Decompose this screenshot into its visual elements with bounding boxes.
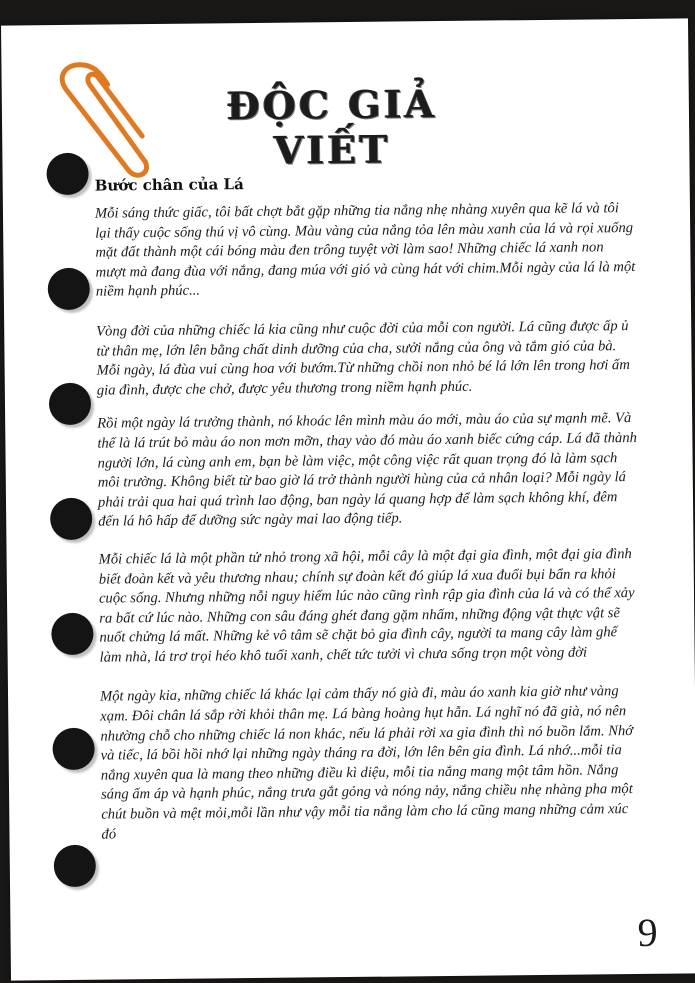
page-heading: ĐỘC GIẢ VIẾT [226, 81, 438, 173]
binder-hole-icon [48, 268, 90, 310]
article-body [95, 199, 642, 865]
article-paragraph: Mỗi chiếc lá là một phần tử nhỏ trong xã hội, mỗi cây là một đại gia đình, một đại gia đình biết đoàn kết và yêu thương nhau; chính sự đoàn kết đó giúp lá xua đuổi bụi bẩn ra khỏi cuộc sống. Nhưng những nỗi nguy hiểm lúc nào cũng rình rập gia đình của lá và có thể xảy ra bất cứ lúc nào. Những con sâu đáng ghét đang gặm nhấm, những động vật thực vật sẽ nuốt chửng lá mất. Những kẻ vô tâm sẽ chặt bỏ gia đình cây, người ta mang cây làm ghế làm nhà, lá trơ trọi héo khô tuổi xanh, chết tức tưởi vì chưa sống trọn một vòng đời [98, 545, 635, 666]
binder-hole-icon [51, 613, 93, 655]
article-paragraph: Vòng đời của những chiếc lá kia cũng như cuộc đời của mỗi con người. Lá cũng được ấp ủ từ thân mẹ, lớn lên bằng chất dinh dưỡng của cha, sưởi nắng của ông và tắm gió của bà. Mỗi ngày, lá đùa vui cùng hoa với bướm.Từ những chồi non nhỏ bé lá lớn lên trong hơi ấm gia đình, được che chở, được yêu thương trong niềm hạnh phúc. [96, 318, 630, 399]
paperclip-icon [49, 54, 160, 185]
article-paragraph: Rồi một ngày lá trưởng thành, nó khoác lên mình màu áo mới, màu áo của sự mạnh mẽ. Và thế là lá trút bỏ màu áo non mơn mỡn, thay vào đó màu áo xanh biếc cứng cáp. Lá đã thành người lớn, lá cùng anh em, bạn bè làm việc, một công việc rất quan trọng đó là làm sạch môi trường. Không biết từ bao giờ lá trở thành người hùng của cả nhân loại? Mỗi ngày lá phải trải qua hai quá trình lao động, ban ngày lá quang hợp để làm sạch không khí, đêm đến lá hô hấp để dưỡng sức ngày mai lao động tiếp. [97, 410, 638, 530]
binder-hole-icon [50, 498, 92, 540]
article-paragraph: Mỗi sáng thức giấc, tôi bất chợt bắt gặp những tia nắng nhẹ nhàng xuyên qua kẽ lá và tôi lại thấy cuộc sống thú vị vô cùng. Màu vàng của nắng tỏa lên màu xanh của lá và rọi xuống mặt đất thành một cái bóng màu đen trông tuyệt vời làm sao! Những chiếc lá xanh non mượt mà đang đùa với nắng, đang múa với gió và cùng hát với chim.Mỗi ngày của lá là một niềm hạnh phúc... [94, 200, 636, 301]
paper-sheet [1, 18, 695, 980]
article-paragraph: Một ngày kia, những chiếc lá khác lại cảm thấy nó già đi, màu áo xanh kia giờ như vàng xạm. Đôi chân lá sắp rời khỏi thân mẹ. Lá bàng hoàng hụt hẫn. Lá nghĩ nó đã già, nó nên nhường chỗ cho những chiếc lá non khác, nếu lá phải rời xa gia đình thì nó buồn lắm. Nhớ và tiếc, lá bồi hồi nhớ lại những ngày tháng ra đời, lớn lên bên gia đình. Lá nhớ...mỗi tia nắng xuyên qua là mang theo những điều kì diệu, mỗi tia nắng mang một tâm hồn. Nắng sáng ấm áp và hạnh phúc, nắng trưa gắt gỏng và nóng nảy, nắng chiều nhẹ nhàng pha một chút buồn và mệt mỏi,mỗi lần như vậy mỗi tia nắng làm cho lá cũng mang những cảm xúc đó [99, 683, 634, 843]
article-title: Bước chân của Lá [94, 175, 244, 195]
binder-hole-icon [52, 728, 94, 770]
page-number: 9 [637, 909, 658, 956]
binder-hole-icon [49, 383, 91, 425]
binder-hole-icon [54, 845, 96, 887]
